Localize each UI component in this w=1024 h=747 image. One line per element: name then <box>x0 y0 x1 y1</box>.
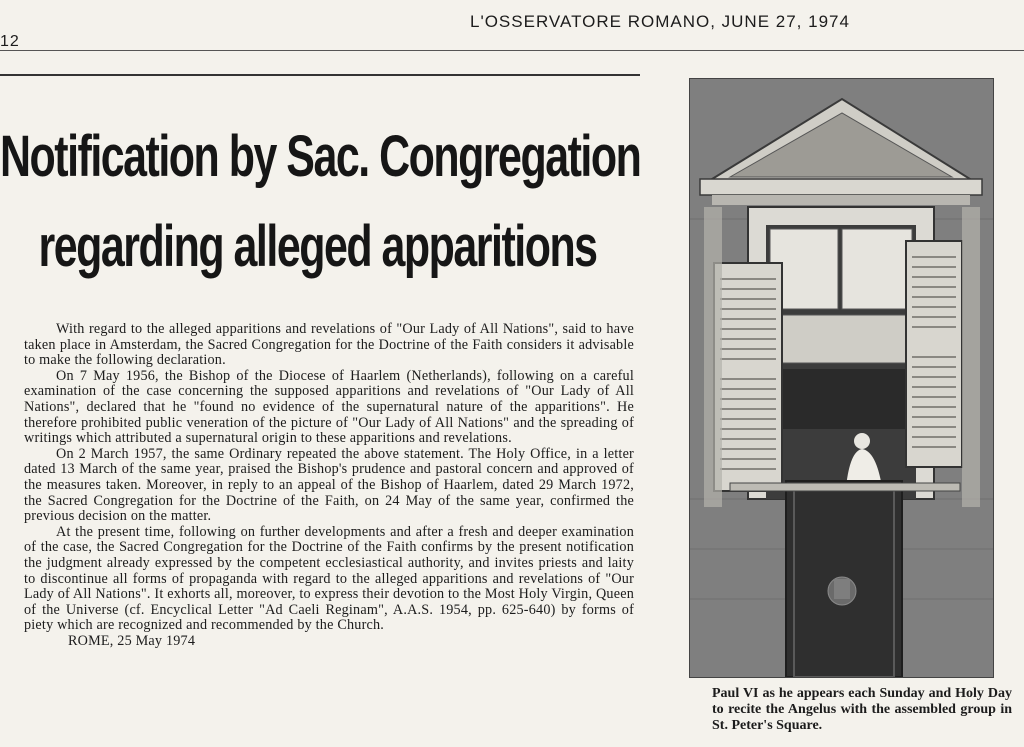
paragraph-1: With regard to the alleged apparitions and revelations of "Our Lady of All Nations", said to have taken place in Amsterdam, the Sacred Congregation for the Doctrine of the Faith considers it advisable to make the following declaration. <box>24 321 634 369</box>
page-number: 12 <box>0 33 20 50</box>
paragraph-4: At the present time, following on further developments and after a fresh and deeper examination of the case, the Sacred Congregation for the Doctrine of the Faith confirms by the present notification the judgment already expressed by the competent ecclesiastical authority, and invites priests and laity to discontinue all forms of propaganda with regard to the alleged apparitions and revelations of "Our Lady of All Nations". It exhorts all, moreover, to express their devotion to the Most Holy Virgin, Queen of the Universe (cf. Encyclical Letter "Ad Caeli Reginam", A.A.S. 1954, pp. 625-640) by forms of piety which are recognized and recommended by the Church. <box>24 523 634 634</box>
paragraph-2: On 7 May 1956, the Bishop of the Diocese of Haarlem (Netherlands), following on a careful examination of the case concerning the supposed apparitions and revelations of "Our Lady of All Nations", declared that he "found no evidence of the supernatural nature of the apparitions". He therefore prohibited public veneration of the picture of "Our Lady of All Nations" and the spreading of writings which attributed a supernatural origin to these apparitions and revelations. <box>24 367 634 447</box>
photo-caption: Paul VI as he appears each Sunday and Holy Day to recite the Angelus with the assembled group in St. Peter's Square. <box>712 686 1012 733</box>
headline-line-1: Notification by Sac. Congregation <box>0 124 641 189</box>
headline-line-2: regarding alleged apparitions <box>38 214 597 279</box>
dateline: ROME, 25 May 1974 <box>68 632 196 649</box>
article-body <box>24 322 634 649</box>
photo-papal-window <box>689 78 994 678</box>
header-rule <box>0 50 1024 51</box>
building-illustration <box>690 79 993 677</box>
article-rule <box>0 74 640 76</box>
paragraph-3: On 2 March 1957, the same Ordinary repeated the above statement. The Holy Office, in a letter dated 13 March of the same year, praised the Bishop's prudence and pastoral concern and approved of the measures taken. Moreover, in reply to an appeal of the Bishop of Haarlem, dated 29 March 1972, the Sacred Congregation for the Doctrine of the Faith, on 24 May of the same year, confirmed the previous decision on the matter. <box>24 445 634 525</box>
headline <box>0 112 644 292</box>
masthead: L'OSSERVATORE ROMANO, JUNE 27, 1974 <box>470 12 850 31</box>
